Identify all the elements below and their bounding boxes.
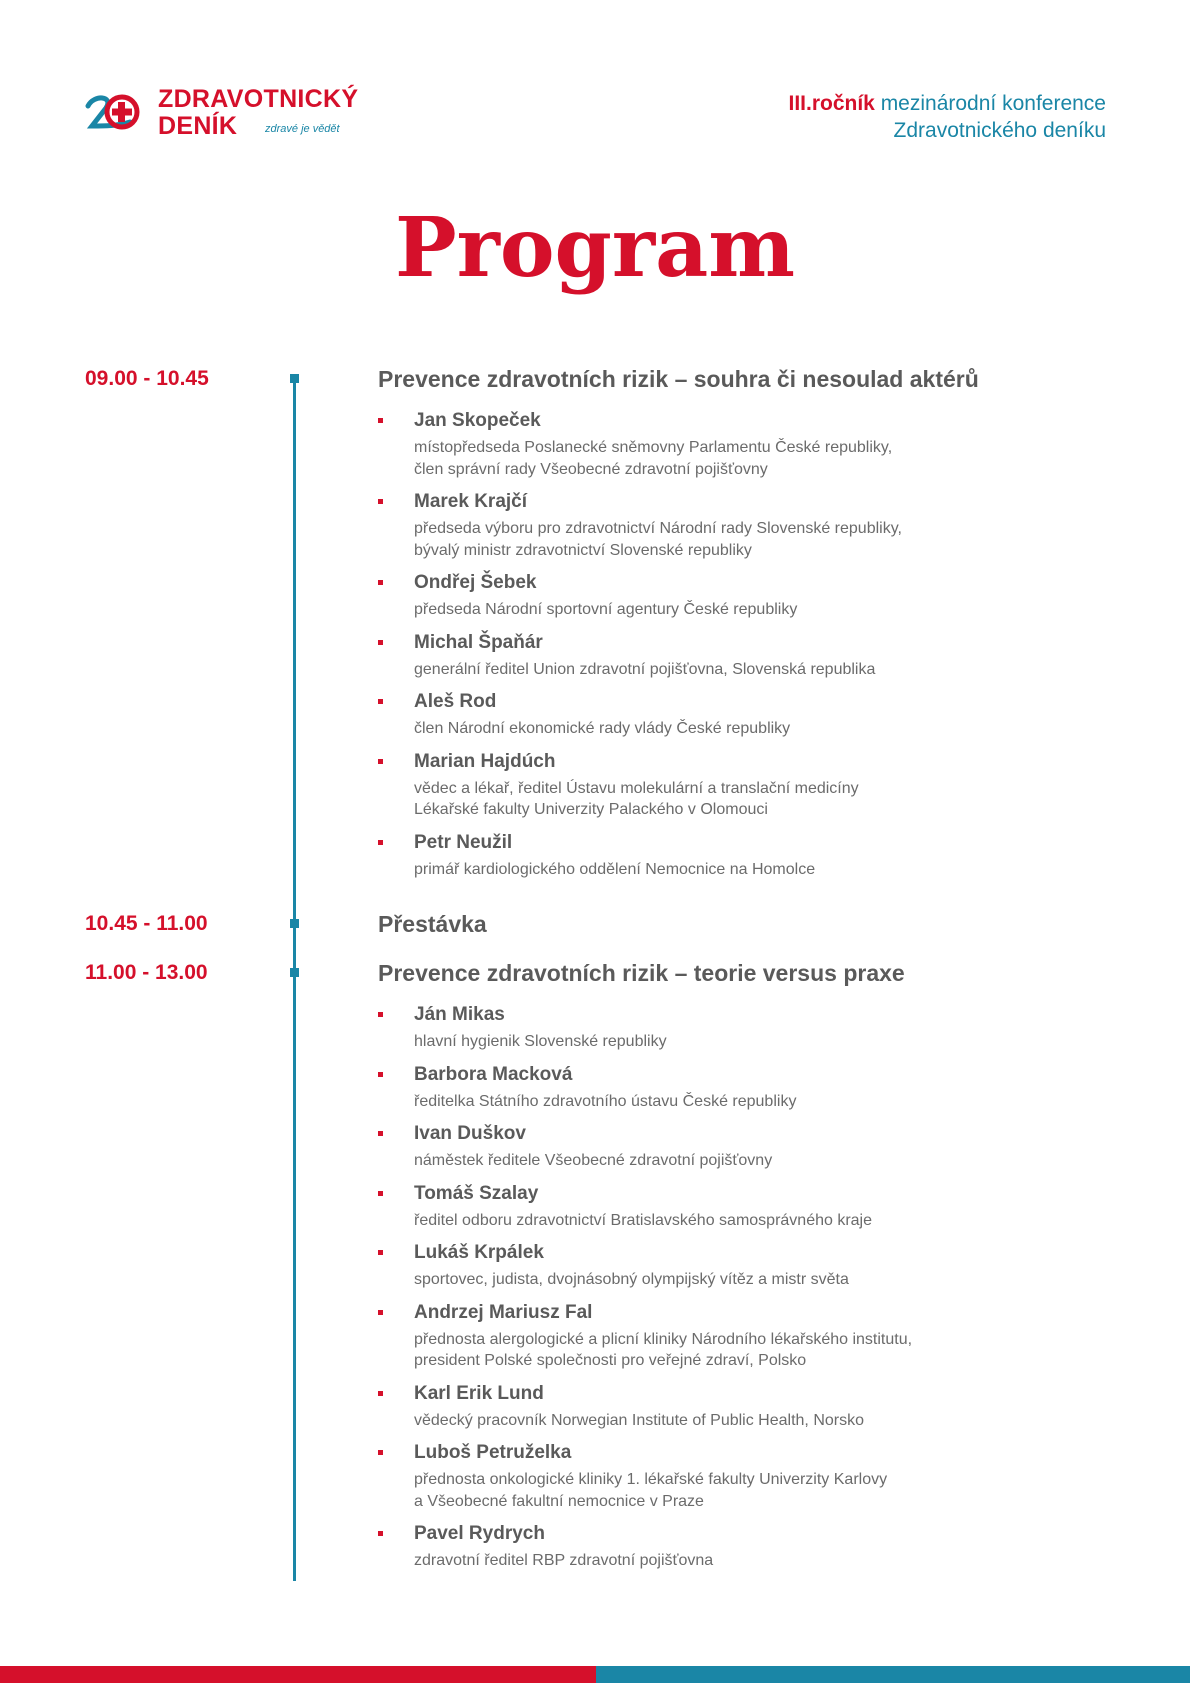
speaker-role: primář kardiologického oddělení Nemocnice na Homolce [414, 860, 816, 878]
session-time: 10.45 - 11.00 [85, 912, 208, 935]
speaker-item [378, 1300, 1138, 1372]
speaker-item [378, 408, 1138, 480]
timeline-marker [290, 919, 299, 928]
page-title: Program [395, 200, 795, 296]
bullet-icon [378, 759, 383, 764]
conference-line1 [788, 90, 1106, 117]
speaker-item [378, 1521, 1138, 1572]
bullet-icon [378, 640, 383, 645]
speaker-list [378, 408, 1138, 880]
conference-edition: III.ročník [788, 92, 875, 115]
timeline-marker [290, 968, 299, 977]
speaker-name: Marek Krajčí [414, 491, 528, 512]
speaker-role: předseda výboru pro zdravotnictví Národní rady Slovenské republiky, bývalý ministr zdravotnictví Slovenské republiky [414, 520, 902, 559]
brand-line1: ZDRAVOTNICKÝ [158, 85, 359, 113]
brand-line2: DENÍK [158, 112, 238, 140]
speaker-name: Michal Špaňár [414, 631, 543, 653]
bullet-icon [378, 1250, 383, 1255]
speaker-item [378, 749, 1138, 821]
session [378, 364, 1138, 889]
bullet-icon [378, 1191, 383, 1196]
speaker-name: Petr Neužil [414, 831, 513, 853]
bullet-icon [378, 1531, 383, 1536]
session-time: 09.00 - 10.45 [85, 367, 209, 390]
timeline-line [293, 378, 296, 1581]
bullet-icon [378, 1131, 383, 1136]
speaker-item [378, 1002, 1138, 1053]
speaker-name: Barbora Macková [414, 1063, 573, 1085]
bullet-icon [378, 499, 383, 504]
speaker-item [378, 1440, 1138, 1512]
bullet-icon [378, 1072, 383, 1077]
speaker-item [378, 1062, 1138, 1113]
speaker-item [378, 489, 1138, 561]
session-title: Přestávka [378, 911, 487, 937]
speaker-item [378, 630, 1138, 681]
bullet-icon [378, 840, 383, 845]
speaker-role: člen Národní ekonomické rady vlády České republiky [414, 720, 791, 737]
speaker-name: Ján Mikas [414, 1004, 505, 1025]
session [378, 909, 1138, 939]
speaker-item [378, 1181, 1138, 1232]
zd-logo-icon [84, 92, 144, 138]
conference-info [788, 90, 1106, 144]
speaker-role: vědec a lékař, ředitel Ústavu molekulární a translační medicíny Lékařské fakulty Univerzity Palackého v Olomouci [414, 779, 859, 818]
bullet-icon [378, 418, 383, 423]
speaker-list [378, 1002, 1138, 1572]
speaker-name: Andrzej Mariusz Fal [414, 1301, 593, 1323]
bullet-icon [378, 699, 383, 704]
speaker-name: Karl Erik Lund [414, 1382, 544, 1404]
bullet-icon [378, 1391, 383, 1396]
bullet-icon [378, 1450, 383, 1455]
speaker-name: Luboš Petruželka [414, 1442, 572, 1463]
session [378, 958, 1138, 1581]
speaker-name: Ondřej Šebek [414, 572, 537, 593]
speaker-name: Ivan Duškov [414, 1123, 526, 1144]
footer-bar-teal [596, 1666, 1190, 1683]
speaker-role: vědecký pracovník Norwegian Institute of Public Health, Norsko [414, 1411, 864, 1429]
speaker-role: generální ředitel Union zdravotní pojišťovna, Slovenská republika [414, 660, 876, 678]
session-title: Prevence zdravotních rizik – teorie versus praxe [378, 960, 905, 986]
speaker-name: Marian Hajdúch [414, 750, 556, 772]
speaker-role: předseda Národní sportovní agentury České republiky [414, 601, 798, 618]
session-time: 11.00 - 13.00 [85, 961, 208, 984]
speaker-role: náměstek ředitele Všeobecné zdravotní pojišťovny [414, 1152, 773, 1169]
logo [84, 84, 384, 144]
speaker-name: Tomáš Szalay [414, 1182, 539, 1204]
timeline-marker [290, 374, 299, 383]
speaker-name: Aleš Rod [414, 691, 497, 712]
speaker-item [378, 1381, 1138, 1432]
speaker-role: přednosta onkologické kliniky 1. lékařské fakulty Univerzity Karlovy a Všeobecné fakultní nemocnice v Praze [414, 1471, 888, 1510]
footer-bar-red [0, 1666, 596, 1683]
speaker-name: Pavel Rydrych [414, 1523, 545, 1544]
speaker-role: zdravotní ředitel RBP zdravotní pojišťovna [414, 1552, 714, 1569]
speaker-role: ředitel odboru zdravotnictví Bratislavského samosprávného kraje [414, 1211, 873, 1229]
speaker-role: hlavní hygienik Slovenské republiky [414, 1033, 667, 1050]
conference-line1-text: mezinárodní konference [880, 92, 1106, 115]
speaker-role: sportovec, judista, dvojnásobný olympijský vítěz a mistr světa [414, 1271, 849, 1288]
speaker-item [378, 689, 1138, 740]
session-title: Prevence zdravotních rizik – souhra či nesoulad aktérů [378, 366, 979, 392]
speaker-item [378, 1240, 1138, 1291]
speaker-role: ředitelka Státního zdravotního ústavu České republiky [414, 1092, 797, 1110]
conference-line2: Zdravotnického deníku [893, 119, 1106, 142]
bullet-icon [378, 1310, 383, 1315]
speaker-name: Jan Skopeček [414, 410, 541, 431]
speaker-item [378, 830, 1138, 881]
speaker-role: místopředseda Poslanecké sněmovny Parlamentu České republiky, člen správní rady Všeobecné zdravotní pojišťovny [414, 439, 893, 478]
bullet-icon [378, 1012, 383, 1017]
speaker-item [378, 570, 1138, 621]
brand-tagline: zdravé je vědět [265, 123, 340, 135]
speaker-item [378, 1121, 1138, 1172]
speaker-name: Lukáš Krpálek [414, 1242, 544, 1263]
speaker-role: přednosta alergologické a plicní kliniky Národního lékařského institutu, president Polské společnosti pro veřejné zdraví, Polsko [414, 1330, 913, 1369]
bullet-icon [378, 580, 383, 585]
